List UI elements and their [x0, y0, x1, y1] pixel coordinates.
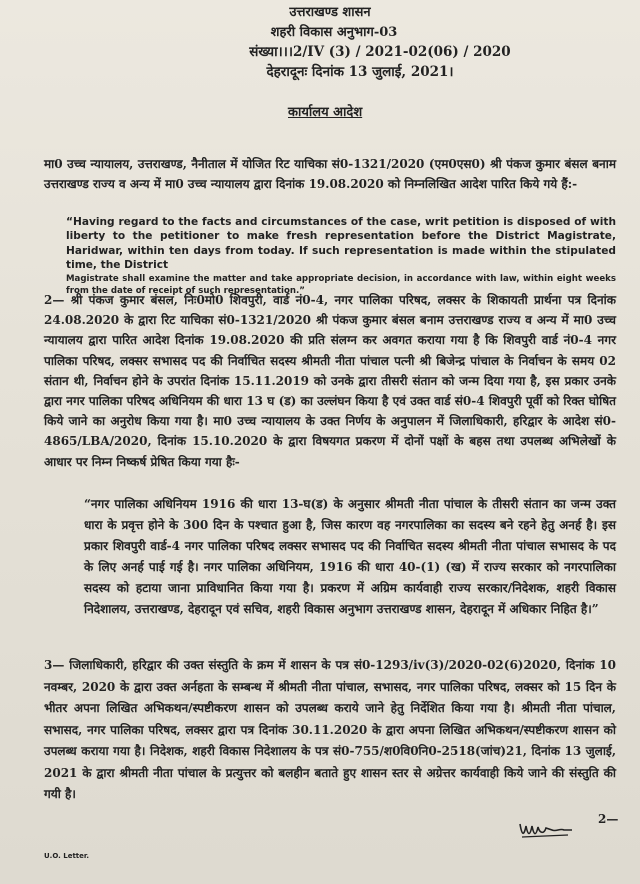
- court-order-quote-small: Magistrate shall examine the matter and take appropriate decision, in accordance with law, within eight weeks from the date of receipt of such representation.”: [66, 273, 616, 296]
- signature-mark: [516, 818, 586, 840]
- footer-uo-letter: U.O. Letter.: [44, 852, 89, 860]
- paragraph-3: 3— जिलाधिकारी, हरिद्वार की उक्त संस्तुति के क्रम में शासन के पत्र सं0-1293/iv(3)/2020-02(6)2020, दिनांक 10 नवम्बर, 2020 के द्वारा उक्त अर्नहता के सम्बन्ध में श्रीमती नीता पांचाल, सभासद, नगर पालिका परिषद, लक्सर को 15 दिन के भीतर अपना लिखित अभिकथन/स्पष्टीकरण शासन को उपलब्ध कराये जाने हेतु निर्देशित किया गया है। श्रीमती नीता पांचाल, सभासद, नगर पालिका परिषद, लक्सर द्वारा पत्र दिनांक 30.11.2020 के द्वारा अपना लिखित अभिकथन/स्पष्टीकरण शासन को उपलब्ध कराया गया है। निदेशक, शहरी विकास निदेशालय के पत्र सं0-755/श0वि0नि0-2518(जांच)21, दिनांक 13 जुलाई, 2021 के द्वारा श्रीमती नीता पांचाल के प्रत्युत्तर को बलहीन बताते हुए शासन स्तर से अग्रेत्तर कार्यवाही किये जाने की संस्तुति की गयी है।: [44, 658, 616, 801]
- court-order-quote-main: “Having regard to the facts and circumstances of the case, writ petition is disposed of with liberty to the petitioner to make fresh representation before the District Magistrate, Haridwar, within ten days from today. If such representation is made within the stipulated time, the District: [66, 216, 616, 272]
- page-number: 2—: [598, 812, 619, 826]
- header-government: उत्तराखण्ड शासन: [289, 5, 371, 20]
- district-magistrate-finding-quote: “नगर पालिका अधिनियम 1916 की धारा 13-घ(ड) के अनुसार श्रीमती नीता पांचाल के तीसरी संतान का जन्म उक्त धारा के प्रवृत्त होने के 300 दिन के पश्चात हुआ है, जिस कारण वह नगरपालिका का सदस्य बने रहने हेतु अनर्ह है। इस प्रकार शिवपुरी वार्ड-4 नगर पालिका परिषद लक्सर सभासद पद की निर्वाचित सदस्य श्रीमती नीता पांचाल सभासद के पद के लिए अनर्ह पाई गई है। नगर पालिका अधिनियम, 1916 की धारा 40-(1) (ख) में राज्य सरकार को नगरपालिका सदस्य को हटाया जाना प्राविधानित किया गया है। प्रकरण में अग्रिम कार्यवाही राज्य सरकार/निदेशक, शहरी विकास निदेशालय, उत्तराखण्ड, देहरादून एवं सचिव, शहरी विकास अनुभाग उत्तराखण्ड शासन, देहरादून में अधिकार निहित है।”: [84, 497, 616, 616]
- paragraph-2: 2— श्री पंकज कुमार बंसल, निः0मो0 शिवपुरी, वार्ड नं0-4, नगर पालिका परिषद, लक्सर के शिकायती प्रार्थना पत्र दिनांक 24.08.2020 के द्वारा रिट याचिका सं0-1321/2020 श्री पंकज कुमार बंसल बनाम उत्तराखण्ड राज्य व अन्य में मा0 उच्च न्यायालय द्वारा पारित आदेश दिनांक 19.08.2020 की प्रति संलग्न कर अवगत कराया गया है कि शिवपुरी वार्ड नं0-4 नगर पालिका परिषद, लक्सर सभासद पद की निर्वाचित सदस्य श्रीमती नीता पांचाल पत्नी श्री बिजेन्द्र पांचाल के निर्वाचन के समय 02 संतान थी, निर्वाचन होने के उपरांत दिनांक 15.11.2019 को उनके द्वारा तीसरी संतान को जन्म दिया गया है, इस प्रकार उनके द्वारा नगर पालिका परिषद अधिनियम की धारा 13 घ (ड) का उल्लंघन किया है एवं उक्त वार्ड सं0-4 शिवपुरी पूर्वी को रिक्त घोषित किये जाने का अनुरोध किया गया है। मा0 उच्च न्यायालय के उक्त निर्णय के अनुपालन में जिलाधिकारी, हरिद्वार के आदेश सं0-4865/LBA/2020, दिनांक 15.10.2020 के द्वारा विषयगत प्रकरण में दोनों पक्षों के बहस तथा उपलब्ध अभिलेखों के आधार पर निम्न निष्कर्ष प्रेषित किया गया हैः-: [44, 293, 616, 469]
- court-order-quote: [66, 215, 616, 297]
- document-title: कार्यालय आदेश: [288, 105, 363, 120]
- paragraph-1: मा0 उच्च न्यायालय, उत्तराखण्ड, नैनीताल में योजित रिट याचिका सं0-1321/2020 (एम0एस0) श्री पंकज कुमार बंसल बनाम उत्तराखण्ड राज्य व अन्य में मा0 उच्च न्यायालय द्वारा दिनांक 19.08.2020 को निम्नलिखित आदेश पारित किये गये हैं:-: [44, 157, 616, 192]
- header-reference-number: संख्या।।।2/IV (3) / 2021-02(06) / 2020: [249, 44, 511, 60]
- header-department: शहरी विकास अनुभाग-03: [270, 25, 398, 40]
- header-place-date: देहरादूनः दिनांक 13 जुलाई, 2021।: [266, 64, 454, 80]
